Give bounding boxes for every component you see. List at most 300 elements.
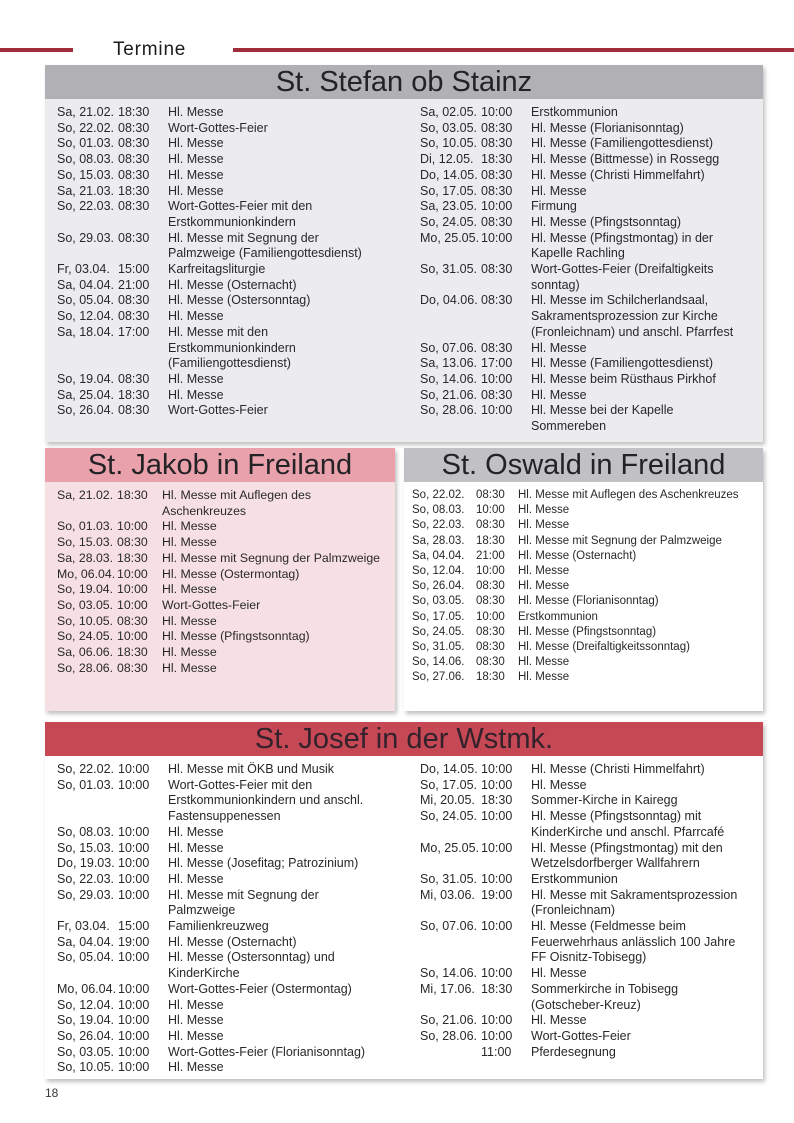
- page-heading: Termine: [113, 39, 187, 60]
- entry-time: 08:30: [117, 660, 148, 675]
- schedule-entry: [408, 341, 763, 357]
- entry-description: Erstkommunion: [531, 105, 618, 119]
- entry-description: Sommer-Kirche in Kairegg: [531, 793, 678, 808]
- entry-description: Firmung: [531, 199, 577, 214]
- schedule-entry: [45, 919, 400, 935]
- entry-time: 10:00: [117, 582, 148, 597]
- entry-date: So, 22.02.: [57, 120, 114, 135]
- entry-time: 10:00: [118, 950, 150, 965]
- entry-date: So, 28.06.: [420, 403, 477, 418]
- entry-description: Sommerkirche in Tobisegg (Gotscheber-Kreuz): [531, 981, 679, 1012]
- schedule-entry: [45, 152, 400, 168]
- entry-date: So, 27.06.: [412, 671, 465, 684]
- entry-time: 08:30: [118, 293, 150, 308]
- entry-time: 10:00: [118, 871, 150, 886]
- st-jakob-column: [45, 488, 395, 676]
- entry-date: So, 14.06.: [412, 656, 465, 669]
- schedule-entry: [408, 184, 763, 200]
- entry-date: Mo, 06.04.: [57, 566, 116, 581]
- entry-time: 08:30: [481, 183, 513, 198]
- entry-time: 08:30: [118, 152, 150, 167]
- entry-date: So, 15.03.: [57, 840, 114, 855]
- entry-date: Sa, 25.04.: [57, 387, 114, 402]
- entry-date: So, 01.03.: [57, 136, 114, 151]
- entry-date: Sa, 28.03.: [57, 550, 114, 565]
- entry-time: 10:00: [117, 629, 148, 644]
- entry-time: 08:30: [481, 120, 513, 135]
- entry-description: Hl. Messe (Familiengottesdienst): [531, 356, 714, 371]
- schedule-entry: [408, 919, 763, 966]
- entry-time: 17:00: [118, 324, 150, 339]
- schedule-entry: [408, 231, 763, 262]
- entry-description: Wort-Gottes-Feier (Florianisonntag): [168, 1044, 366, 1059]
- entry-description: Hl. Messe: [168, 871, 224, 886]
- entry-time: 08:30: [118, 199, 150, 214]
- entry-time: 08:30: [481, 387, 513, 402]
- entry-description: Hl. Messe: [162, 582, 217, 597]
- entry-description: Hl. Messe: [168, 152, 224, 167]
- entry-time: 18:30: [117, 488, 148, 502]
- entry-description: Hl. Messe: [168, 371, 224, 386]
- schedule-entry: [408, 888, 763, 919]
- entry-description: Wort-Gottes-Feier mit den Erstkommunionkindern: [168, 199, 313, 229]
- entry-time: 10:00: [118, 1013, 150, 1028]
- entry-time: 08:30: [481, 214, 513, 229]
- entry-description: Hl. Messe (Ostermontag): [162, 566, 300, 581]
- entry-date: Do, 14.05.: [420, 167, 478, 182]
- entry-date: Mo, 06.04.: [57, 981, 117, 996]
- section-st-josef: [45, 722, 763, 1079]
- entry-time: 10:00: [481, 199, 513, 214]
- entry-date: So, 15.03.: [57, 167, 114, 182]
- entry-date: So, 28.06.: [420, 1028, 477, 1043]
- entry-date: Mi, 03.06.: [420, 887, 475, 902]
- schedule-entry: [45, 982, 400, 998]
- entry-time: 08:30: [476, 641, 505, 654]
- schedule-entry: [45, 488, 395, 519]
- entry-date: So, 31.05.: [412, 641, 465, 654]
- entry-date: Sa, 04.04.: [57, 934, 114, 949]
- entry-time: 15:00: [118, 262, 150, 277]
- entry-description: Hl. Messe bei der Kapelle Sommereben: [531, 403, 674, 434]
- schedule-entry: [408, 262, 763, 293]
- entry-description: Hl. Messe: [168, 167, 224, 182]
- entry-description: Hl. Messe (Bittmesse) in Rossegg: [531, 152, 720, 167]
- entry-date: Fr, 03.04.: [57, 262, 110, 277]
- entry-date: Sa, 18.04.: [57, 324, 114, 339]
- schedule-entry: [45, 1045, 400, 1061]
- entry-date: So, 31.05.: [420, 871, 477, 886]
- entry-description: Hl. Messe: [162, 645, 217, 660]
- entry-date: So, 22.03.: [412, 519, 465, 532]
- section-title-st-oswald: St. Oswald in Freiland: [404, 448, 763, 482]
- entry-description: Hl. Messe: [168, 1028, 224, 1043]
- entry-date: So, 01.03.: [57, 777, 114, 792]
- schedule-entry: [45, 519, 395, 535]
- entry-date: So, 03.05.: [57, 597, 114, 612]
- entry-description: Hl. Messe (Pfingstmontag) mit den Wetzelsdorfberger Wallfahrern: [531, 840, 723, 871]
- schedule-entry: [45, 661, 395, 677]
- entry-time: 10:00: [481, 105, 513, 119]
- schedule-entry: [408, 105, 763, 121]
- entry-date: So, 03.05.: [57, 1044, 114, 1059]
- entry-date: So, 10.05.: [420, 136, 477, 151]
- schedule-entry: [408, 793, 763, 809]
- entry-date: So, 26.04.: [57, 1028, 114, 1043]
- section-title-st-jakob: St. Jakob in Freiland: [45, 448, 395, 482]
- schedule-entry: [45, 950, 400, 981]
- schedule-entry: [408, 168, 763, 184]
- entry-description: Hl. Messe: [168, 840, 224, 855]
- entry-time: 08:30: [118, 309, 150, 324]
- entry-time: 10:00: [481, 809, 513, 824]
- entry-date: So, 21.06.: [420, 387, 477, 402]
- entry-description: Hl. Messe (Ostersonntag): [168, 293, 311, 308]
- schedule-entry: [45, 262, 400, 278]
- entry-time: 08:30: [476, 519, 505, 532]
- schedule-entry: [404, 564, 763, 579]
- entry-date: Mi, 20.05.: [420, 793, 475, 808]
- entry-time: 08:30: [118, 120, 150, 135]
- entry-description: Hl. Messe mit Sakramentsprozession (Fronleichnam): [531, 887, 738, 918]
- entry-date: So, 17.05.: [420, 183, 477, 198]
- schedule-entry: [404, 655, 763, 670]
- schedule-entry: [45, 629, 395, 645]
- schedule-entry: [404, 625, 763, 640]
- entry-description: Hl. Messe: [531, 387, 587, 402]
- schedule-entry: [45, 372, 400, 388]
- entry-date: Do, 19.03.: [57, 856, 115, 871]
- schedule-entry: [45, 598, 395, 614]
- entry-date: Di, 12.05.: [420, 152, 474, 167]
- entry-date: So, 19.04.: [57, 1013, 114, 1028]
- entry-description: Hl. Messe beim Rüsthaus Pirkhof: [531, 371, 716, 386]
- entry-description: Hl. Messe mit ÖKB und Musik: [168, 762, 335, 776]
- entry-description: Hl. Messe: [518, 504, 570, 517]
- entry-date: So, 08.03.: [57, 824, 114, 839]
- schedule-entry: [408, 136, 763, 152]
- schedule-entry: [45, 1060, 400, 1076]
- entry-time: 10:00: [118, 997, 150, 1012]
- entry-description: Hl. Messe: [531, 1013, 587, 1028]
- entry-time: 08:30: [117, 535, 148, 550]
- entry-time: 10:00: [476, 504, 505, 517]
- entry-date: So, 08.03.: [412, 504, 465, 517]
- entry-date: So, 24.05.: [57, 629, 114, 644]
- schedule-entry: [45, 998, 400, 1014]
- st-stefan-column-left: [45, 105, 400, 442]
- section-title-st-josef: St. Josef in der Wstmk.: [45, 722, 763, 756]
- page-content: [45, 65, 763, 1079]
- entry-time: 08:30: [118, 136, 150, 151]
- entry-time: 10:00: [118, 1044, 150, 1059]
- schedule-entry: [408, 388, 763, 404]
- schedule-entry: [45, 388, 400, 404]
- entry-date: So, 22.03.: [57, 871, 114, 886]
- entry-date: Sa, 21.02.: [57, 105, 114, 119]
- schedule-entry: [45, 614, 395, 630]
- entry-date: Sa, 23.05.: [420, 199, 477, 214]
- entry-description: Hl. Messe: [168, 997, 224, 1012]
- entry-time: 10:00: [481, 871, 513, 886]
- entry-date: So, 15.03.: [57, 535, 114, 550]
- entry-description: Hl. Messe: [531, 183, 587, 198]
- st-oswald-schedule: [404, 482, 763, 711]
- entry-time: 08:30: [481, 340, 513, 355]
- schedule-entry: [45, 121, 400, 137]
- entry-description: Hl. Messe: [162, 660, 217, 675]
- schedule-entry: [45, 762, 400, 778]
- schedule-entry: [45, 535, 395, 551]
- entry-description: Hl. Messe mit Segnung der Palmzweige: [518, 534, 722, 547]
- schedule-entry: [45, 184, 400, 200]
- entry-description: Familienkreuzweg: [168, 919, 269, 934]
- entry-date: Sa, 04.04.: [57, 277, 114, 292]
- entry-date: So, 26.04.: [412, 580, 465, 593]
- schedule-entry: [408, 121, 763, 137]
- entry-time: 10:00: [118, 887, 150, 902]
- entry-description: Karfreitagsliturgie: [168, 262, 266, 277]
- entry-description: Hl. Messe: [518, 671, 570, 684]
- entry-time: 08:30: [117, 613, 148, 628]
- entry-time: 10:00: [481, 230, 513, 245]
- schedule-entry: [45, 872, 400, 888]
- entry-date: So, 29.03.: [57, 230, 114, 245]
- entry-date: Sa, 06.06.: [57, 645, 114, 660]
- schedule-entry: [404, 594, 763, 609]
- entry-description: Wort-Gottes-Feier (Ostermontag): [168, 981, 352, 996]
- schedule-entry: [45, 105, 400, 121]
- entry-description: Hl. Messe: [518, 565, 570, 578]
- schedule-entry: [408, 215, 763, 231]
- schedule-entry: [408, 372, 763, 388]
- entry-description: Hl. Messe: [162, 535, 217, 550]
- entry-time: 10:00: [481, 966, 513, 981]
- entry-date: Sa, 13.06.: [420, 356, 477, 371]
- schedule-entry: [45, 199, 400, 230]
- entry-time: 08:30: [476, 595, 505, 608]
- entry-date: So, 22.02.: [412, 489, 465, 501]
- schedule-entry: [45, 403, 400, 419]
- entry-description: Hl. Messe mit Segnung der Palmzweige: [162, 550, 381, 565]
- entry-description: Hl. Messe (Florianisonntag): [531, 120, 684, 135]
- entry-description: Hl. Messe: [531, 777, 587, 792]
- entry-description: Hl. Messe (Pfingstsonntag): [531, 214, 682, 229]
- entry-date: Sa, 28.03.: [412, 534, 465, 547]
- schedule-entry: [45, 168, 400, 184]
- entry-date: Mo, 25.05.: [420, 230, 480, 245]
- entry-date: So, 21.06.: [420, 1013, 477, 1028]
- entry-date: So, 24.05.: [420, 214, 477, 229]
- st-stefan-column-right: [408, 105, 763, 442]
- schedule-entry: [45, 278, 400, 294]
- entry-description: Hl. Messe (Dreifaltigkeitssonntag): [518, 641, 690, 654]
- entry-date: Fr, 03.04.: [57, 919, 110, 934]
- entry-description: Hl. Messe mit Segnung der Palmzweige (Familiengottesdienst): [168, 230, 362, 261]
- schedule-entry: [45, 1029, 400, 1045]
- entry-time: 08:30: [118, 371, 150, 386]
- section-st-oswald: [404, 448, 763, 711]
- entry-description: Hl. Messe: [168, 387, 224, 402]
- entry-description: Hl. Messe: [518, 580, 570, 593]
- schedule-entry: [408, 1045, 763, 1061]
- schedule-entry: [408, 982, 763, 1013]
- entry-description: Hl. Messe (Familiengottesdienst): [531, 136, 714, 151]
- entry-time: 10:00: [476, 610, 505, 623]
- entry-time: 10:00: [118, 824, 150, 839]
- entry-date: So, 24.05.: [412, 625, 465, 638]
- entry-description: Hl. Messe (Osternacht): [168, 277, 297, 292]
- entry-time: 08:30: [118, 230, 150, 245]
- section-st-jakob: [45, 448, 395, 711]
- entry-date: Sa, 04.04.: [412, 549, 465, 562]
- entry-time: 17:00: [481, 356, 513, 371]
- entry-time: 18:30: [118, 183, 150, 198]
- header-rule-right: [233, 48, 794, 52]
- entry-time: 10:00: [118, 762, 150, 776]
- entry-description: Hl. Messe (Pfingstsonntag) mit KinderKirche und anschl. Pfarrcafé: [531, 809, 725, 839]
- entry-time: 21:00: [118, 277, 150, 292]
- st-josef-column-right: [408, 762, 763, 1079]
- schedule-entry: [45, 325, 400, 372]
- entry-time: 08:30: [476, 580, 505, 593]
- entry-time: 08:30: [476, 489, 505, 501]
- entry-date: So, 03.05.: [412, 595, 465, 608]
- entry-time: 19:00: [481, 887, 513, 902]
- entry-description: Hl. Messe: [531, 966, 587, 981]
- entry-time: 08:30: [118, 403, 150, 418]
- entry-date: Sa, 02.05.: [420, 105, 477, 119]
- schedule-entry: [404, 518, 763, 533]
- entry-date: So, 22.02.: [57, 762, 114, 776]
- entry-description: Wort-Gottes-Feier: [162, 597, 261, 612]
- entry-description: Hl. Messe (Josefitag; Patrozinium): [168, 856, 359, 871]
- entry-time: 21:00: [476, 549, 505, 562]
- middle-sections-row: [45, 448, 763, 711]
- entry-date: So, 10.05.: [57, 1060, 114, 1075]
- entry-date: So, 26.04.: [57, 403, 114, 418]
- entry-time: 18:30: [481, 981, 513, 996]
- entry-date: Sa, 21.02.: [57, 488, 114, 502]
- schedule-entry: [408, 778, 763, 794]
- entry-time: 10:00: [118, 840, 150, 855]
- entry-description: Hl. Messe (Ostersonntag) und KinderKirche: [168, 950, 335, 981]
- entry-time: 10:00: [481, 403, 513, 418]
- entry-time: 18:30: [481, 152, 513, 167]
- entry-date: So, 07.06.: [420, 919, 477, 934]
- entry-date: So, 05.04.: [57, 293, 114, 308]
- schedule-entry: [45, 582, 395, 598]
- entry-date: So, 14.06.: [420, 371, 477, 386]
- entry-description: Erstkommunion: [531, 871, 618, 886]
- entry-description: Hl. Messe: [168, 183, 224, 198]
- entry-time: 08:30: [481, 293, 513, 308]
- entry-time: 08:30: [118, 167, 150, 182]
- schedule-entry: [45, 567, 395, 583]
- st-stefan-schedule: [45, 99, 763, 442]
- entry-time: 10:00: [118, 981, 150, 996]
- st-jakob-schedule: [45, 482, 395, 711]
- entry-description: Pferdesegnung: [531, 1044, 616, 1059]
- entry-description: Hl. Messe (Pfingstsonntag): [162, 629, 310, 644]
- entry-date: So, 08.03.: [57, 152, 114, 167]
- entry-description: Wort-Gottes-Feier: [531, 1028, 631, 1043]
- schedule-entry: [45, 551, 395, 567]
- page-number: 18: [45, 1086, 59, 1100]
- entry-date: So, 03.05.: [420, 120, 477, 135]
- schedule-entry: [45, 841, 400, 857]
- entry-date: Mi, 17.06.: [420, 981, 475, 996]
- entry-description: Wort-Gottes-Feier: [168, 403, 268, 418]
- section-st-stefan: [45, 65, 763, 442]
- entry-description: Hl. Messe (Christi Himmelfahrt): [531, 167, 705, 182]
- schedule-entry: [45, 825, 400, 841]
- section-title-st-stefan: St. Stefan ob Stainz: [45, 65, 763, 99]
- entry-description: Hl. Messe: [531, 340, 587, 355]
- entry-description: Wort-Gottes-Feier (Dreifaltigkeits sonntag): [531, 262, 714, 292]
- entry-date: So, 28.06.: [57, 660, 114, 675]
- st-oswald-column: [404, 488, 763, 686]
- entry-description: Hl. Messe: [168, 136, 224, 151]
- entry-date: So, 12.04.: [412, 565, 465, 578]
- schedule-entry: [408, 199, 763, 215]
- entry-time: 10:00: [481, 1013, 513, 1028]
- entry-time: 10:00: [118, 777, 150, 792]
- entry-date: So, 17.05.: [412, 610, 465, 623]
- entry-time: 18:30: [117, 550, 148, 565]
- schedule-entry: [408, 403, 763, 434]
- schedule-entry: [404, 488, 763, 503]
- entry-date: So, 14.06.: [420, 966, 477, 981]
- entry-date: Do, 14.05.: [420, 762, 478, 776]
- entry-time: 18:30: [481, 793, 513, 808]
- entry-description: Hl. Messe (Christi Himmelfahrt): [531, 762, 705, 776]
- entry-time: 19:00: [118, 934, 150, 949]
- entry-description: Hl. Messe: [162, 519, 217, 534]
- entry-description: Hl. Messe mit den Erstkommunionkindern (Familiengottesdienst): [168, 324, 296, 371]
- schedule-entry: [45, 856, 400, 872]
- entry-time: 10:00: [118, 1028, 150, 1043]
- entry-time: 10:00: [117, 566, 148, 581]
- entry-time: 08:30: [481, 167, 513, 182]
- schedule-entry: [45, 645, 395, 661]
- entry-date: Sa, 21.03.: [57, 183, 114, 198]
- entry-description: Hl. Messe: [168, 105, 224, 119]
- entry-date: So, 29.03.: [57, 887, 114, 902]
- schedule-entry: [408, 809, 763, 840]
- entry-time: 08:30: [476, 625, 505, 638]
- entry-description: Hl. Messe mit Auflegen des Aschenkreuzes: [518, 489, 739, 501]
- schedule-entry: [408, 1029, 763, 1045]
- entry-date: So, 10.05.: [57, 613, 114, 628]
- entry-description: Hl. Messe mit Segnung der Palmzweige: [168, 887, 319, 918]
- schedule-entry: [45, 309, 400, 325]
- entry-date: So, 19.04.: [57, 371, 114, 386]
- entry-time: 11:00: [481, 1044, 512, 1059]
- entry-description: Hl. Messe im Schilcherlandsaal, Sakramentsprozession zur Kirche (Fronleichnam) und anschl. Pfarrfest: [531, 293, 734, 339]
- entry-date: Mo, 25.05.: [420, 840, 480, 855]
- entry-time: 08:30: [481, 136, 513, 151]
- entry-date: [420, 1045, 481, 1061]
- entry-time: 10:00: [481, 840, 513, 855]
- entry-time: 18:30: [118, 105, 150, 119]
- schedule-entry: [404, 534, 763, 549]
- entry-date: So, 01.03.: [57, 519, 114, 534]
- entry-description: Wort-Gottes-Feier mit den Erstkommunionkindern und anschl. Fastensuppenessen: [168, 777, 364, 824]
- entry-date: Do, 04.06.: [420, 293, 478, 308]
- schedule-entry: [408, 872, 763, 888]
- entry-description: Hl. Messe: [162, 613, 217, 628]
